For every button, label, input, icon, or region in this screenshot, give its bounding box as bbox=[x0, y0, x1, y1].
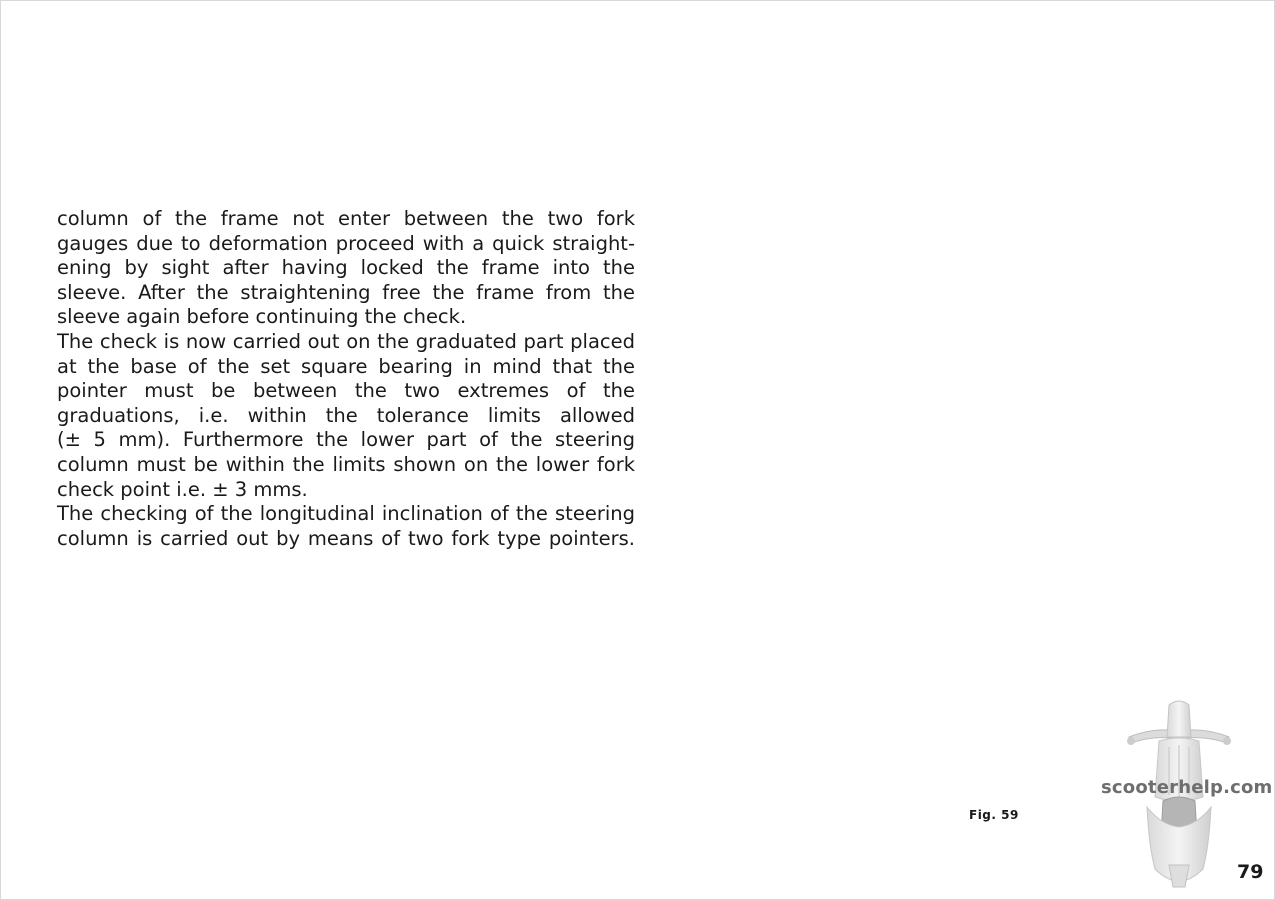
body-line: check point i.e. ± 3 mms. bbox=[57, 477, 308, 501]
body-line: column of the frame not enter between the two fork bbox=[57, 207, 635, 230]
body-line: (± 5 mm). Furthermore the lower part of the steering bbox=[57, 428, 635, 452]
body-line: sleeve. After the straightening free the frame from the bbox=[57, 280, 635, 304]
body-line: column is carried out by means of two fork type pointers. bbox=[57, 526, 635, 550]
body-line: pointer must be between the two extremes of the bbox=[57, 379, 635, 403]
body-line: at the base of the set square bearing in mind that the bbox=[57, 354, 635, 378]
body-text bbox=[57, 207, 635, 551]
body-line: graduations, i.e. within the tolerance limits allowed bbox=[57, 403, 635, 427]
page-number: 79 bbox=[1237, 861, 1264, 883]
body-line: ening by sight after having locked the frame into the bbox=[57, 256, 635, 280]
figure-label: Fig. 59 bbox=[969, 808, 1019, 822]
body-line: The check is now carried out on the graduated part placed bbox=[57, 329, 635, 353]
body-line: sleeve again before continuing the check. bbox=[57, 305, 467, 329]
watermark-text: scooterhelp.com bbox=[1101, 777, 1273, 798]
body-line: gauges due to deformation proceed with a quick straight- bbox=[57, 231, 635, 255]
body-line: column must be within the limits shown on the lower fork bbox=[57, 452, 635, 476]
body-line: The checking of the longitudinal inclination of the steering bbox=[57, 502, 635, 526]
